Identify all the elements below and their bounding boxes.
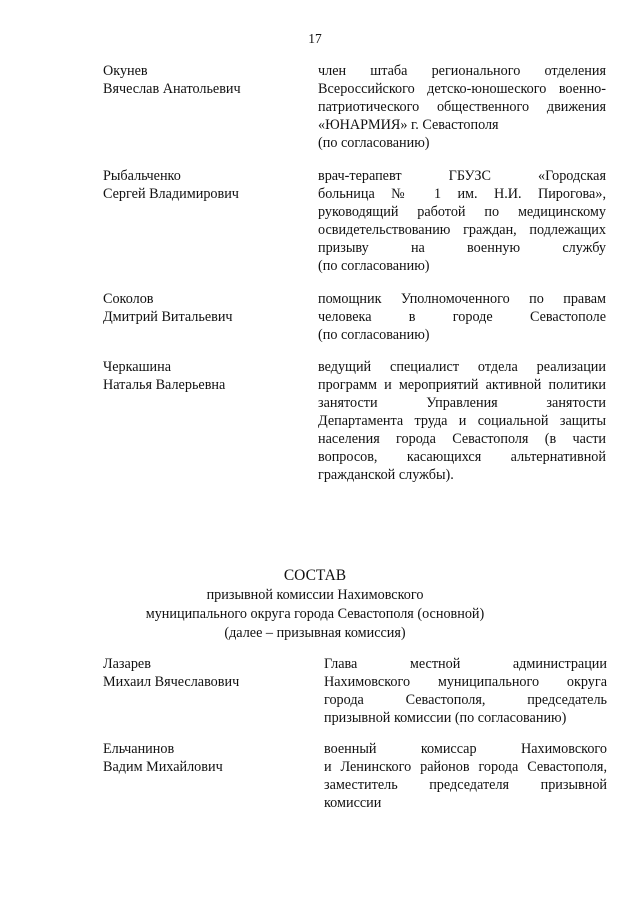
composition-subtitle-line: муниципального округа города Севастополя (основной)	[145, 606, 485, 622]
member-given-names: Вячеслав Анатольевич	[103, 81, 241, 97]
member-role	[318, 62, 606, 152]
role-line: (по согласованию)	[318, 258, 430, 274]
member-name	[103, 167, 303, 203]
role-line: (по согласованию)	[318, 135, 430, 151]
member-role	[318, 167, 606, 275]
role-line: комиссии	[324, 795, 382, 811]
role-line: «ЮНАРМИЯ» г. Севастополя	[318, 117, 499, 133]
role-line: Департамента труда и социальной защиты	[318, 413, 606, 429]
role-line: призывной комиссии (по согласованию)	[324, 710, 567, 726]
role-line: Нахимовского муниципального округа	[324, 674, 607, 690]
member-role	[318, 358, 606, 484]
member-surname: Лазарев	[103, 656, 151, 672]
member-name	[103, 358, 303, 394]
role-line: гражданской службы).	[318, 467, 454, 483]
member-surname: Соколов	[103, 291, 154, 307]
role-line: руководящий работой по медицинскому	[318, 204, 606, 220]
role-line: военный комиссар Нахимовского	[324, 741, 607, 757]
member-given-names: Михаил Вячеславович	[103, 674, 240, 690]
role-line: занятости Управления занятости	[318, 395, 606, 411]
composition-subtitle-line: (далее – призывная комиссия)	[224, 625, 406, 641]
role-line: программ и мероприятий активной политики	[318, 377, 606, 393]
role-line: врач-терапевт ГБУЗС «Городская	[318, 168, 606, 184]
role-line: вопросов, касающихся альтернативной	[318, 449, 606, 465]
member-surname: Черкашина	[103, 359, 171, 375]
member-surname: Рыбальченко	[103, 168, 181, 184]
role-line: член штаба регионального отделения	[318, 63, 606, 79]
role-line: помощник Уполномоченного по правам	[318, 291, 606, 307]
role-line: больница № 1 им. Н.И. Пирогова»,	[318, 186, 606, 202]
member-surname: Окунев	[103, 63, 148, 79]
role-line: населения города Севастополя (в части	[318, 431, 606, 447]
role-line: человека в городе Севастополе	[318, 309, 606, 325]
member-name	[103, 290, 303, 326]
member-name	[103, 62, 303, 98]
composition-title: СОСТАВ	[283, 567, 347, 584]
member-given-names: Сергей Владимирович	[103, 186, 239, 202]
role-line: призыву на военную службу	[318, 240, 606, 256]
role-line: Всероссийского детско-юношеского военно-	[318, 81, 606, 97]
role-line: освидетельствованию граждан, подлежащих	[318, 222, 606, 238]
member-role	[318, 290, 606, 344]
member-given-names: Дмитрий Витальевич	[103, 309, 233, 325]
member-given-names: Наталья Валерьевна	[103, 377, 226, 393]
page-number: 17	[308, 31, 322, 46]
composition-subtitle-line: призывной комиссии Нахимовского	[206, 587, 424, 603]
role-line: заместитель председателя призывной	[324, 777, 607, 793]
member-role	[324, 740, 607, 812]
member-given-names: Вадим Михайлович	[103, 759, 223, 775]
composition-heading	[0, 566, 630, 643]
role-line: патриотического общественного движения	[318, 99, 606, 115]
member-surname: Ельчанинов	[103, 741, 175, 757]
role-line: Глава местной администрации	[324, 656, 607, 672]
member-name	[103, 655, 303, 691]
role-line: и Ленинского районов города Севастополя,	[324, 759, 607, 775]
role-line: ведущий специалист отдела реализации	[318, 359, 606, 375]
role-line: города Севастополя, председатель	[324, 692, 607, 708]
role-line: (по согласованию)	[318, 327, 430, 343]
member-name	[103, 740, 303, 776]
member-role	[324, 655, 607, 727]
